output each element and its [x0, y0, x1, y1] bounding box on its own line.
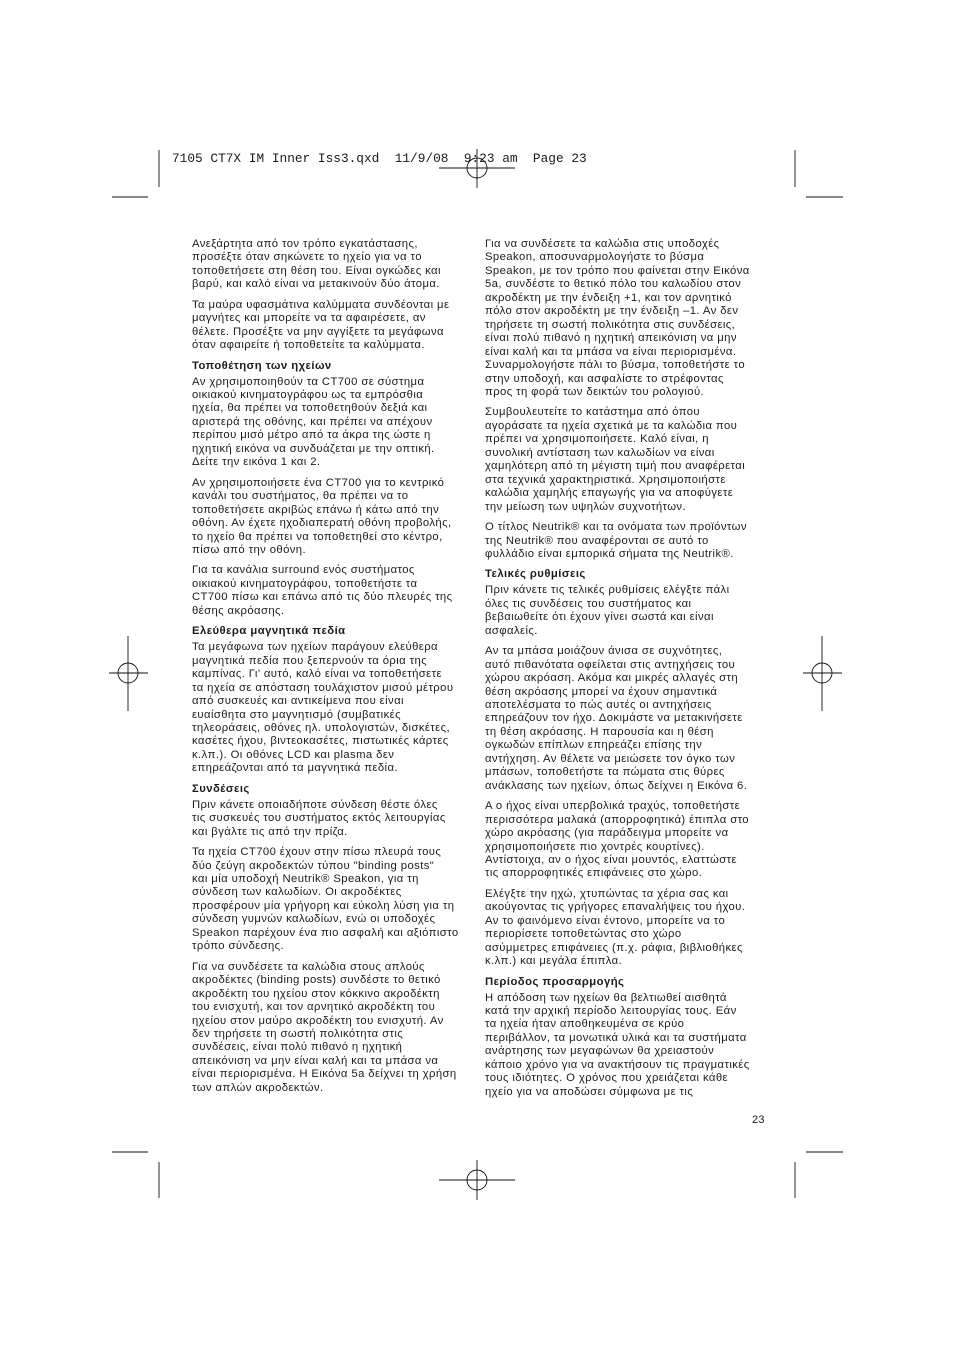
paragraph-magnetic-1: Τα μεγάφωνα των ηχείων παράγουν ελεύθερα μαγνητικά πεδία που ξεπερνούν τα όρια της καμπίνας. Γι’ αυτό, καλό είναι να τοποθετήσετε τα ηχεία σε απόσταση τουλάχιστον μισού μέτρου από συσκευές και αντικείμενα που είναι ευαίσθητα στο μαγνητισμό (συμβατικές τηλεοράσεις, οθόνες ηλ. υπολογιστών, δισκέτες, κασέτες ήχου, βιντεοκασέτες, πιστωτικές κάρτες κ.λπ.). Οι οθόνες LCD και plasma δεν επηρεάζονται από τα μαγνητικά πεδία. — [192, 641, 454, 775]
paragraph-final-1: Πριν κάνετε τις τελικές ρυθμίσεις ελέγξτε πάλι όλες τις συνδέσεις του συστήματος και βεβαιωθείτε ότι έχουν γίνει σωστά και είναι ασφαλείς. — [485, 584, 730, 637]
paragraph-final-2: Αν τα μπάσα μοιάζουν άνισα σε συχνότητες, αυτό πιθανότατα οφείλεται στις αντηχήσεις του χώρου ακρόαση. Ακόμα και μικρές αλλαγές στη θέση ακρόασης μπορεί να έχουν σημαντικά αποτελέσματα το πώς αυτές οι αντηχήσεις επηρεάζουν τον ήχο. Δοκιμάστε να μετακινήσετε τη θέση ακρόασης. Η παρουσία και η θέση ογκωδών επίπλων επηρεάζει επίσης την αντήχηση. Αν θέλετε να μειώσετε τον όγκο των μπάσων, τοποθετήστε τα πώματα στις θύρες ανάκλασης των ηχείων, όπως δείχνει η Εικόνα 6. — [485, 645, 748, 792]
heading-speaker-placement: Τοποθέτηση των ηχείων — [192, 359, 332, 372]
registration-mark-right — [803, 636, 842, 711]
paragraph-placement-3: Για τα κανάλια surround ενός συστήματος οικιακού κινηματογράφου, τοποθετήστε τα CT700 πίσω και επάνω από τις δύο πλευρές της θέσης ακρόασης. — [192, 564, 453, 617]
crop-mark-bottom-left — [112, 1152, 159, 1198]
paragraph-intro-2: Τα μαύρα υφασμάτινα καλύμματα συνδέονται με μαγνήτες και μπορείτε να τα αφαιρέσετε, αν θέλετε. Προσέξτε να μην αγγίξετε τα μεγάφωνα όταν αφαιρείτε ή τοποθετείτε τα καλύμματα. — [192, 298, 450, 352]
heading-connections: Συνδέσεις — [192, 782, 250, 795]
registration-mark-bottom — [439, 1160, 515, 1200]
crop-mark-bottom-right — [795, 1152, 843, 1198]
page-number: 23 — [752, 1114, 765, 1126]
crop-mark-top-left — [112, 150, 159, 197]
paragraph-final-3: Α ο ήχος είναι υπερβολικά τραχύς, τοποθετήστε περισσότερα μαλακά (απορροφητικά) έπιπλα στο χώρο ακρόασης (για παράδειγμα μπορείτε να χρησιμοποιήσετε πιο χοντρές κουρτίνες). Αντίστοιχα, αν ο ήχος είναι μουντός, ελαττώστε τις απορροφητικές επιφάνειες στο χώρο. — [485, 800, 749, 880]
paragraph-connections-6: Ο τίτλος Neutrik® και τα ονόματα των προϊόντων της Neutrik® που αναφέρονται σε αυτό το φυλλάδιο είναι εμπορικά σήματα της Neutrik®. — [485, 521, 747, 560]
crop-mark-top-right — [795, 150, 843, 197]
paragraph-connections-3: Για να συνδέσετε τα καλώδια στους απλούς ακροδέκτες (binding posts) συνδέστε το θετικό ακροδέκτη του ηχείου στον κόκκινο ακροδέκτη του ενισχυτή, και τον αρνητικό ακροδέκτη του ηχείου στον μαύρο ακροδέκτη του ενισχυτή. Αν δεν τηρήσετε τη σωστή πολικότητα στις συνδέσεις, είναι πολύ πιθανό η ηχητική απεικόνιση να μην είναι καλή και τα μπάσα να είναι περιορισμένα. Η Εικόνα 5a δείχνει τη χρήση των απλών ακροδεκτών. — [192, 960, 457, 1094]
paragraph-placement-1: Αν χρησιμοποιηθούν τα CT700 σε σύστημα οικιακού κινηματογράφου ως τα εμπρόσθια ηχεία, θα πρέπει να τοποθετηθούν δεξιά και αριστερά της οθόνης, και πρέπει να απέχουν περίπου μισό μέτρο από τα άκρα της ώστε η ηχητική εικόνα να συνδυάζεται με την οπτική. Δείτε την εικόνα 1 και 2. — [192, 375, 435, 469]
heading-stray-magnetic-fields: Ελεύθερα μαγνητικά πεδία — [192, 625, 346, 638]
paragraph-final-4: Ελέγξτε την ηχώ, χτυπώντας τα χέρια σας και ακούγοντας τις γρήγορες επαναλήψεις του ήχου. Αν το φαινόμενο είναι έντονο, μπορείτε να το περιορίσετε τοποθετώντας στο χώρο ασύμμετρες επιφάνειες (π.χ. ράφια, βιβλιοθήκες κ.λπ.) και μεγάλα έπιπλα. — [485, 887, 746, 968]
left-column — [192, 238, 482, 1102]
paragraph-connections-2: Τα ηχεία CT700 έχουν στην πίσω πλευρά τους δύο ζεύγη ακροδεκτών τύπου "binding posts" και μία υποδοχή Neutrik® Speakon, για τη σύνδεση των καλωδίων. Οι ακροδέκτες προσφέρουν μία γρήγορη και εύκολη λύση για τη σύνδεση γυμνών καλωδίων, ενώ οι υποδοχές Speakon παρέχουν ένα πιο ασφαλή και αξιόπιστο τρόπο σύνδεσης. — [192, 846, 459, 953]
print-slug-line: 7105 CT7X IM Inner Iss3.qxd 11/9/08 9:23 am Page 23 — [172, 151, 587, 166]
paragraph-connections-4: Για να συνδέσετε τα καλώδια στις υποδοχές Speakon, αποσυναρμολογήστε το βύσμα Speakon, με τον τρόπο που φαίνεται στην Εικόνα 5a, συνδέστε το θετικό πόλο του καλωδίου στον ακροδέκτη με την ένδειξη +1, και τον αρνητικό πόλο στον ακροδέκτη με την ένδειξη –1. Αν δεν τηρήσετε τη σωστή πολικότητα στις συνδέσεις, είναι πολύ πιθανό η ηχητική απεικόνιση να μην είναι καλή και τα μπάσα να είναι περιορισμένα. Συναρμολογήστε πάλι το βύσμα, τοποθετήστε το στην υποδοχή, και ασφαλίστε το στρέφοντας προς τη φορά των δεικτών του ρολογιού. — [485, 238, 750, 398]
paragraph-running-in-1: Η απόδοση των ηχείων θα βελτιωθεί αισθητά κατά την αρχική περίοδο λειτουργίας τους. Εάν τα ηχεία ήταν αποθηκευμένα σε κρύο περιβάλλον, τα μονωτικά υλικά και τα συστήματα ανάρτησης των μεγαφώνων θα χρειαστούν κάποιο χρόνο για να ανακτήσουν τις πραγματικές τους ιδιότητες. Ο χρόνος που χρειάζεται κάθε ηχείο για να αποδώσει σύμφωνα με τις — [485, 991, 750, 1098]
heading-final-adjustments: Τελικές ρυθμίσεις — [485, 568, 586, 581]
registration-circle — [118, 663, 138, 683]
registration-mark-left — [109, 636, 148, 711]
registration-circle — [467, 1170, 487, 1190]
registration-circle — [812, 663, 832, 683]
paragraph-placement-2: Αν χρησιμοποιήσετε ένα CT700 για το κεντρικό κανάλι του συστήματος, θα πρέπει να το τοποθετήσετε ακριβώς επάνω ή κάτω από την οθόνη. Αν έχετε ηχοδιαπερατή οθόνη προβολής, το ηχείο θα πρέπει να τοποθετηθεί στο κέντρο, πίσω από την οθόνη. — [192, 476, 452, 557]
right-column — [485, 238, 775, 1106]
paragraph-intro-1: Ανεξάρτητα από τον τρόπο εγκατάστασης, προσέξτε όταν σηκώνετε το ηχείο για να το τοποθετήσετε στη θέση του. Είναι ογκώδες και βαρύ, και καλό είναι να μετακινούν δύο άτομα. — [192, 238, 441, 291]
heading-running-in-period: Περίοδος προσαρμογής — [485, 975, 625, 988]
paragraph-connections-5: Συμβουλευτείτε το κατάστημα από όπου αγοράσατε τα ηχεία σχετικά με τα καλώδια που πρέπει να χρησιμοποιήσετε. Καλό είναι, η συνολική αντίσταση των καλωδίων να είναι χαμηλότερη από τη μέγιστη τιμή που αναφέρεται στα τεχνικά χαρακτηριστικά. Χρησιμοποιήστε καλώδια χαμηλής επαγωγής για να αποφύγετε την μείωση των υψηλών συχνοτήτων. — [485, 406, 746, 513]
paragraph-connections-1: Πριν κάνετε οποιαδήποτε σύνδεση θέστε όλες τις συσκευές του συστήματος εκτός λειτουργίας και βγάλτε τις από την πρίζα. — [192, 798, 446, 838]
